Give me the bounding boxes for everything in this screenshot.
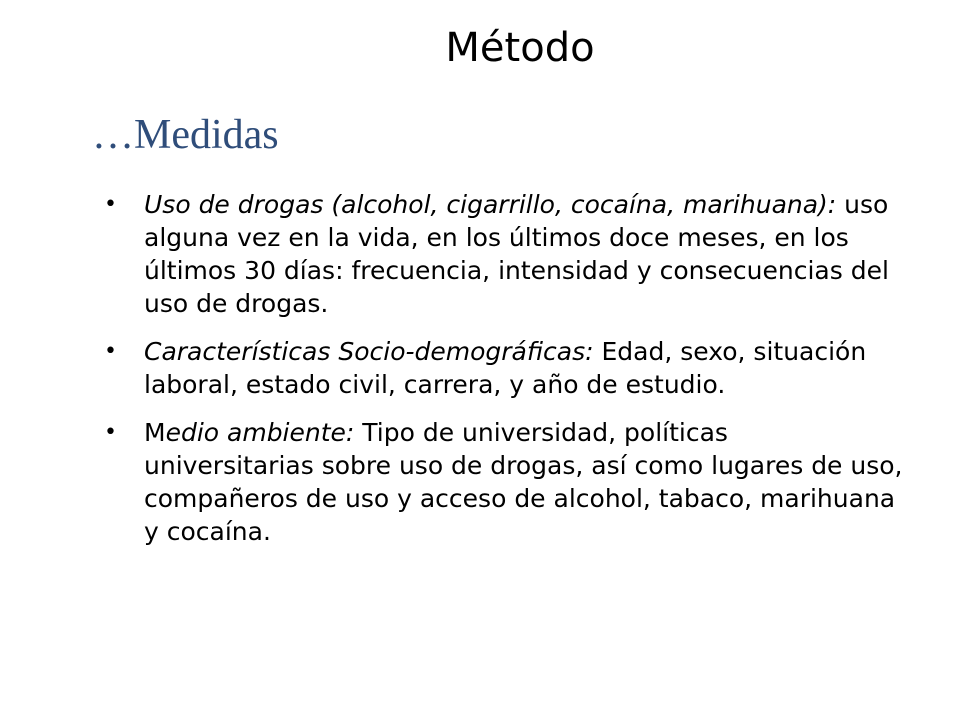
bullet-dot-icon: •	[104, 192, 117, 217]
bullet-prefix: M	[144, 418, 166, 447]
bullet-environment	[104, 416, 904, 548]
bullet-dot-icon: •	[104, 339, 117, 364]
bullet-list	[104, 188, 904, 563]
bullet-drug-use	[104, 188, 904, 320]
bullet-lead: Características Socio-demográficas:	[144, 337, 594, 366]
bullet-lead: edio ambiente:	[165, 418, 355, 447]
slide-title: Método	[445, 25, 595, 71]
bullet-lead: Uso de drogas (alcohol, cigarrillo, cocaína, marihuana):	[144, 190, 837, 219]
bullet-body: uso alguna vez en la vida, en los últimos doce meses, en los últimos 30 días: frecuencia, intensidad y consecuencias del uso de drogas.	[144, 190, 889, 318]
bullet-demographics	[104, 335, 904, 401]
bullet-dot-icon: •	[104, 420, 117, 445]
slide-subtitle: …Medidas	[92, 112, 279, 158]
bullet-body: Tipo de universidad, políticas universitarias sobre uso de drogas, así como lugares de uso, compañeros de uso y acceso de alcohol, tabaco, marihuana y cocaína.	[144, 418, 903, 546]
bullet-body: Edad, sexo, situación laboral, estado civil, carrera, y año de estudio.	[144, 337, 867, 399]
